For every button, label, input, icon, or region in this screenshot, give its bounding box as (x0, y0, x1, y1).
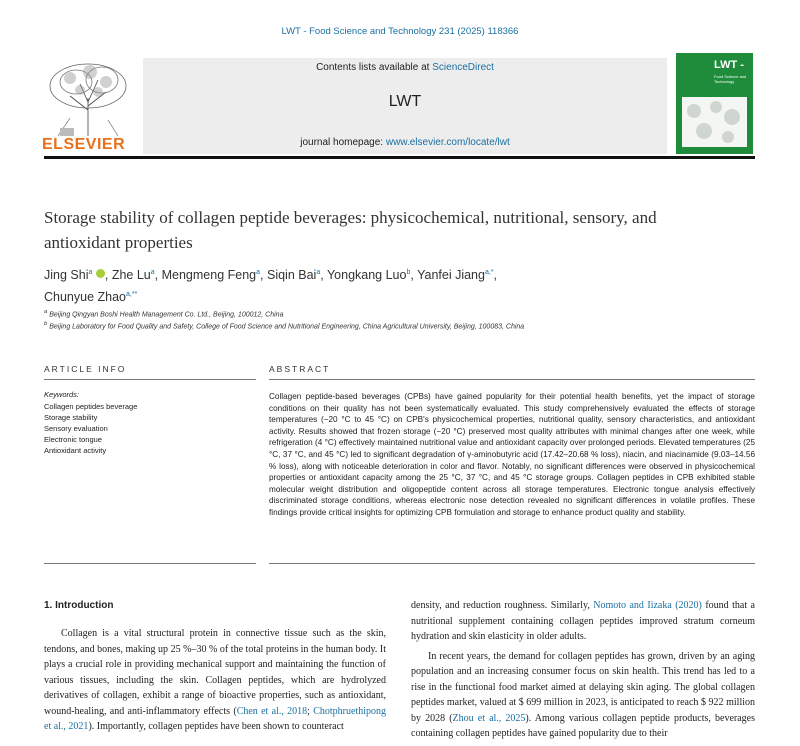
affiliation-label: a (44, 309, 48, 315)
contents-line (143, 62, 667, 73)
cover-artwork (682, 97, 747, 147)
affiliation-text: Beijing Laboratory for Food Quality and Safety, College of Food Science and Nutritional Engineering, China Agricultural University, Beijing, 100083, China (49, 323, 525, 331)
cover-subtitle: Food Science and Technology (714, 74, 747, 84)
affiliation-a (44, 309, 283, 318)
author-name[interactable]: Siqin Bai (266, 268, 317, 283)
paragraph-text: density, and reduction roughness. Similarly, (411, 600, 594, 611)
citation-link[interactable]: Chotphruethipong et al., 2021 (44, 705, 387, 732)
abstract-bottom-rule (269, 563, 755, 564)
article-title: Storage stability of collagen peptide beverages: physicochemical, nutritional, sensory, and antioxidant properties (44, 208, 657, 252)
sciencedirect-link[interactable]: ScienceDirect (432, 62, 494, 73)
publisher-name: ELSEVIER (42, 136, 126, 153)
affiliation-text: Beijing Qingyan Boshi Health Management Co. Ltd., Beijing, 100012, China (49, 311, 284, 319)
intro-paragraph-3 (411, 649, 755, 742)
header-rule (44, 156, 755, 159)
abstract-rule (269, 379, 755, 380)
homepage-prefix: journal homepage: (300, 137, 386, 148)
author-affil-sup[interactable]: a (88, 269, 93, 276)
author-name[interactable]: Chunyue Zhao (44, 290, 127, 305)
author-affil-sup[interactable]: a,** (126, 291, 138, 299)
paragraph-text: Collagen is a vital structural protein in connective tissue such as the skin, tendons, and bones, making up 25 %–30 % of the total proteins in the human body. It plays a crucial role in providing mechanical support and maintaining the function of various tissues, including the skin. Collagen peptides, which are hydrolyzed derivatives of collagen, exhibit a range of bioactive properties, such as antioxidant, wound-healing, and anti-inflammatory effects ( (44, 628, 386, 717)
author-name[interactable]: Yanfei Jiang (417, 268, 485, 283)
paragraph-text: ). Importantly, collagen peptides have been shown to counteract (88, 721, 344, 732)
paragraph-text: found that a nutritional supplement containing collagen peptides improved stratum corneum hydration and skin elasticity in older adults. (411, 600, 755, 642)
author-affil-sup[interactable]: a,* (484, 269, 494, 276)
citation-link[interactable]: Zhou et al., 2025 (452, 712, 526, 724)
citation-separator: ; (307, 705, 314, 717)
paragraph-text: In recent years, the demand for collagen peptides has grown, driven by an aging population and an increasing consumer focus on skin health. This trend has led to a rise in the functional food market aimed at delaying skin aging. The global collagen peptides market, valued at $ 699 million in 2023, is anticipated to reach $ 922 million by 2028 ( (411, 650, 755, 724)
keyword-item: Sensory evaluation (44, 424, 108, 433)
cover-title: LWT - (714, 59, 744, 71)
contents-prefix: Contents lists available at (316, 62, 433, 73)
author-affil-sup[interactable]: a (256, 269, 261, 276)
keyword-list (44, 401, 137, 456)
abstract-text: Collagen peptide-based beverages (CPBs) have gained popularity for their potential health benefits, yet the impact of storage conditions on their quality has not been systematically evaluated. This study comprehensively evaluated the effects of storage temperatures (−20 °C to 45 °C) on CPB's physicochemical properties, nutritional quality, sensory characteristics, and antioxidant activity. Results showed that frozen storage (−20 °C) preserved most quality attributes with minimal changes after one week, while refrigeration (4 °C) effectively maintained nutritional value and antioxidant capacity over prolonged periods. Elevated temperatures (25 °C, 37 °C, and 45 °C) led to significant degradation of γ-aminobutyric acid (17.42–20.68 % loss), niacin, and niacinamide (9.03–14.56 % loss), along with noticeable deterioration in color and flavor. Notably, no significant differences were observed in physicochemical properties or antioxidant capacity among the 25 °C, 37 °C, and 45 °C storage groups. Collagen peptides in CPB exhibited stable molecular weight distribution and oligopeptide content across all storage temperatures. Electronic tongue analysis effectively discriminated storage conditions, whereas electronic nose detection revealed no significant differences in volatile profiles. These findings provide critical insights for optimizing CPB formulation and storage to enhance product quality and stability. (269, 392, 755, 517)
author-name[interactable]: Mengmeng Feng (161, 268, 257, 283)
homepage-line (143, 137, 667, 148)
paragraph-text: ). Among various collagen peptide products, beverages containing collagen peptides have gained popularity due to their (411, 712, 755, 739)
orcid-icon[interactable] (96, 269, 105, 278)
author-affil-sup[interactable]: b (406, 269, 411, 276)
article-info-heading: ARTICLE INFO (44, 364, 127, 374)
journal-cover-image (676, 53, 753, 154)
author-name[interactable]: Jing Shi (44, 268, 89, 283)
keyword-item: Storage stability (44, 413, 98, 422)
body-column-left (44, 626, 386, 735)
author-name[interactable]: Yongkang Luo (326, 268, 407, 283)
intro-paragraph-1 (44, 626, 386, 735)
author-affil-sup[interactable]: a (150, 269, 155, 276)
abstract-heading: ABSTRACT (269, 364, 331, 374)
author-list: Jing Shi$^a$ , Zhe Lu$^a$, Mengmeng Feng$^a$, Siqin Bai$^a$, Yongkang Luo$^b$, Yanfei Jiang$^{a,*}$, Chunyue Zhao$^{a,**}$ (44, 268, 498, 305)
journal-name: LWT (388, 93, 422, 110)
journal-reference[interactable]: LWT - Food Science and Technology 231 (2025) 118366 (281, 26, 519, 37)
introduction-heading: 1. Introduction (44, 600, 114, 611)
homepage-link[interactable]: www.elsevier.com/locate/lwt (385, 137, 510, 148)
keyword-item: Electronic tongue (44, 435, 102, 444)
article-info-rule (44, 379, 256, 380)
affiliation-b (44, 321, 524, 330)
citation-link[interactable]: Nomoto and Iizaka (2020) (593, 600, 702, 611)
article-info-bottom-rule (44, 563, 256, 564)
keyword-item: Collagen peptides beverage (44, 402, 138, 411)
affiliation-label: b (44, 321, 48, 327)
author-name[interactable]: Zhe Lu (111, 268, 151, 283)
keyword-item: Antioxidant activity (44, 446, 107, 455)
intro-paragraph-2 (411, 598, 755, 645)
body-column-right (411, 598, 755, 742)
author-affil-sup[interactable]: a (316, 269, 321, 276)
keywords-label: Keywords: (44, 390, 80, 399)
citation-link[interactable]: Chen et al., 2018 (236, 705, 308, 717)
